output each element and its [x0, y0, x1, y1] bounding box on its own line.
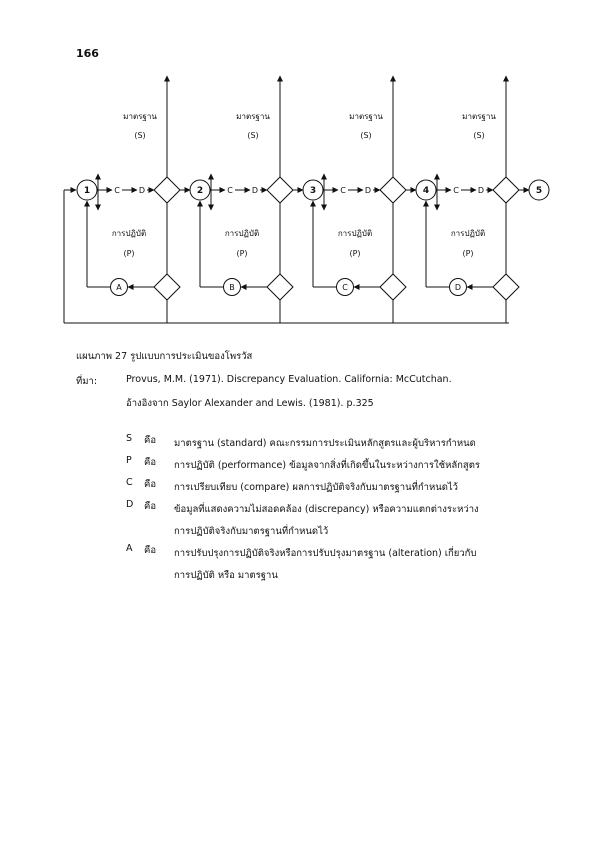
- definition-line: การปฏิบัติ (performance) ข้อมูลจากสิ่งที่เกิดขึ้นในระหว่างการใช้หลักสูตร: [174, 460, 480, 471]
- performance-label-4: การปฏิบัติ: [450, 229, 486, 238]
- compare-label-1: C: [114, 186, 120, 195]
- performance-label-3: การปฏิบัติ: [337, 229, 373, 238]
- action-node-label-A: A: [116, 283, 122, 292]
- definition-letter: S: [126, 433, 133, 444]
- action-node-label-B: B: [229, 283, 235, 292]
- alteration-diamond-4: [493, 274, 519, 300]
- compare-label-3: C: [340, 186, 346, 195]
- stage-node-label-1: 1: [83, 186, 91, 196]
- discrepancy-label-2: D: [251, 186, 259, 195]
- definition-line: การปรับปรุงการปฏิบัติจริงหรือการปรับปรุงมาตรฐาน (alteration) เกี่ยวกับ: [174, 548, 477, 559]
- figure-caption: แผนภาพ 27 รูปแบบการประเมินของโพรวัส: [76, 351, 253, 362]
- standard-code-1: (S): [134, 131, 146, 140]
- final-node-label: 5: [535, 186, 543, 196]
- alteration-diamond-1: [154, 274, 180, 300]
- definition-text: [174, 455, 554, 477]
- definition-line: การปฏิบัติ หรือ มาตรฐาน: [174, 570, 278, 581]
- page-number: 166: [76, 47, 99, 60]
- stage-node-label-4: 4: [422, 186, 430, 196]
- discrepancy-label-4: D: [477, 186, 485, 195]
- standard-label-4: มาตรฐาน: [462, 112, 496, 121]
- definition-connector: คือ: [144, 545, 157, 556]
- alteration-diamond-3: [380, 274, 406, 300]
- standard-code-2: (S): [247, 131, 259, 140]
- stage-node-label-3: 3: [309, 186, 317, 196]
- definition-letter: D: [126, 499, 134, 510]
- definition-letter: C: [126, 477, 133, 488]
- standard-code-3: (S): [360, 131, 372, 140]
- action-node-label-D: D: [454, 283, 462, 292]
- alteration-diamond-2: [267, 274, 293, 300]
- standard-code-4: (S): [473, 131, 485, 140]
- discrepancy-label-1: D: [138, 186, 146, 195]
- performance-code-1: (P): [123, 249, 135, 258]
- compare-label-4: C: [453, 186, 459, 195]
- standard-label-2: มาตรฐาน: [236, 112, 270, 121]
- decision-diamond-1: [154, 177, 180, 203]
- performance-code-3: (P): [349, 249, 361, 258]
- performance-code-4: (P): [462, 249, 474, 258]
- definition-text: [174, 543, 554, 587]
- performance-label-2: การปฏิบัติ: [224, 229, 260, 238]
- performance-code-2: (P): [236, 249, 248, 258]
- definition-connector: คือ: [144, 479, 157, 490]
- standard-label-3: มาตรฐาน: [349, 112, 383, 121]
- source-reference: อ้างอิงจาก Saylor Alexander and Lewis. (1981). p.325: [126, 398, 374, 409]
- discrepancy-evaluation-diagram: [0, 0, 595, 360]
- definition-letter: A: [126, 543, 133, 554]
- definition-line: การเปรียบเทียบ (compare) ผลการปฏิบัติจริงกับมาตรฐานที่กำหนดไว้: [174, 482, 459, 493]
- decision-diamond-4: [493, 177, 519, 203]
- compare-label-2: C: [227, 186, 233, 195]
- decision-diamond-3: [380, 177, 406, 203]
- definition-line: การปฏิบัติจริงกับมาตรฐานที่กำหนดไว้: [174, 526, 329, 537]
- definition-text: [174, 499, 554, 543]
- definition-connector: คือ: [144, 435, 157, 446]
- definition-connector: คือ: [144, 501, 157, 512]
- definition-text: [174, 477, 554, 499]
- definition-letter: P: [126, 455, 132, 466]
- decision-diamond-2: [267, 177, 293, 203]
- definition-line: มาตรฐาน (standard) คณะกรรมการประเมินหลักสูตรและผู้บริหารกำหนด: [174, 438, 476, 449]
- discrepancy-label-3: D: [364, 186, 372, 195]
- stage-node-label-2: 2: [196, 186, 204, 196]
- action-node-label-C: C: [342, 283, 348, 292]
- definition-connector: คือ: [144, 457, 157, 468]
- definition-text: [174, 433, 554, 455]
- source-label: ที่มา:: [76, 376, 98, 387]
- source-citation: Provus, M.M. (1971). Discrepancy Evaluation. California: McCutchan.: [126, 374, 452, 385]
- standard-label-1: มาตรฐาน: [123, 112, 157, 121]
- definition-line: ข้อมูลที่แสดงความไม่สอดคล้อง (discrepancy) หรือความแตกต่างระหว่าง: [174, 504, 479, 515]
- performance-label-1: การปฏิบัติ: [111, 229, 147, 238]
